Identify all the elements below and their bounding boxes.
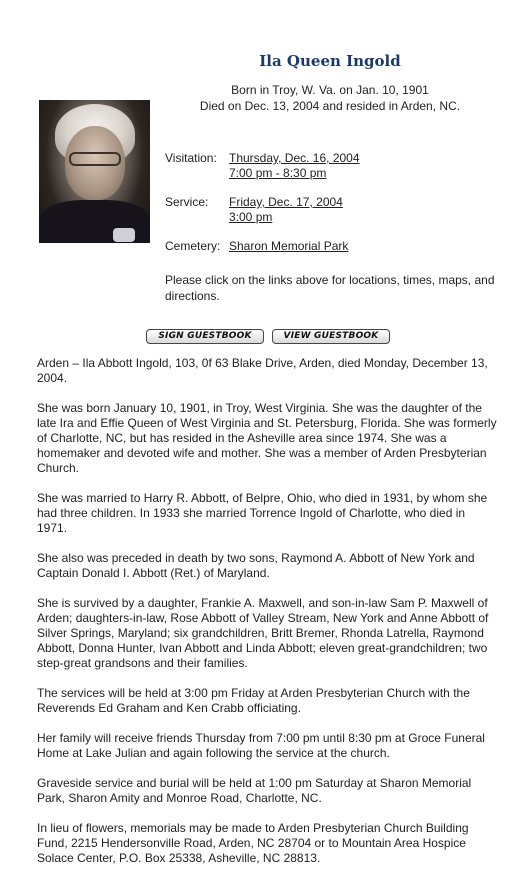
obituary-paragraph: She was married to Harry R. Abbott, of Belpre, Ohio, who died in 1931, by whom she had three children. In 1933 she married Torrence Ingold of Charlotte, who died in 1971. [37, 491, 488, 535]
born-line: Born in Troy, W. Va. on Jan. 10, 1901 [231, 83, 429, 97]
service-time-link[interactable]: 3:00 pm [229, 210, 273, 224]
obituary-paragraph: Arden – Ila Abbott Ingold, 103, 0f 63 Blake Drive, Arden, died Monday, December 13, 2004. [37, 356, 488, 385]
directions-note: Please click on the links above for locations, times, maps, and directions. [165, 273, 495, 303]
service-value [229, 195, 343, 225]
life-dates [165, 82, 495, 114]
view-guestbook-button[interactable]: VIEW GUESTBOOK [272, 329, 390, 344]
died-line: Died on Dec. 13, 2004 and resided in Arden, NC. [199, 99, 461, 113]
obituary-text [37, 356, 497, 881]
deceased-name: Ila Queen Ingold [259, 52, 401, 70]
obituary-paragraph: Graveside service and burial will be held at 1:00 pm Saturday at Sharon Memorial Park, Sharon Amity and Monroe Road, Charlotte, NC. [37, 776, 472, 805]
obituary-paragraph: The services will be held at 3:00 pm Friday at Arden Presbyterian Church with the Reverends Ed Graham and Ken Crabb officiating. [37, 686, 470, 715]
portrait-photo [39, 100, 150, 243]
visitation-label: Visitation: [165, 151, 217, 165]
obituary-paragraph: She was born January 10, 1901, in Troy, West Virginia. She was the daughter of the late Ira and Effie Queen of West Virginia and St. Petersburg, Florida. She was formerly of Charlotte, NC, but has resided in the Asheville area since 1974. She was a homemaker and devoted wife and mother. She was a member of Arden Presbyterian Church. [37, 401, 497, 475]
visitation-time-link[interactable]: 7:00 pm - 8:30 pm [229, 166, 327, 180]
cemetery-link[interactable]: Sharon Memorial Park [229, 239, 349, 253]
obituary-paragraph: She also was preceded in death by two sons, Raymond A. Abbott of New York and Captain Donald I. Abbott (Ret.) of Maryland. [37, 551, 475, 580]
sign-guestbook-button[interactable]: SIGN GUESTBOOK [146, 329, 264, 344]
cemetery-value [229, 239, 348, 254]
visitation-date-link[interactable]: Thursday, Dec. 16, 2004 [229, 151, 360, 165]
service-date-link[interactable]: Friday, Dec. 17, 2004 [229, 195, 343, 209]
obituary-paragraph: Her family will receive friends Thursday from 7:00 pm until 8:30 pm at Groce Funeral Home at Lake Julian and again following the service at the church. [37, 731, 485, 760]
obituary-paragraph: In lieu of flowers, memorials may be made to Arden Presbyterian Church Building Fund, 2215 Hendersonville Road, Arden, NC 28704 or to Mountain Area Hospice Solace Center, P.O. Box 25338, Asheville, NC 28813. [37, 821, 469, 865]
cemetery-label: Cemetery: [165, 239, 221, 253]
service-label: Service: [165, 195, 209, 209]
visitation-value [229, 151, 360, 181]
obituary-paragraph: She is survived by a daughter, Frankie A. Maxwell, and son-in-law Sam P. Maxwell of Arden; daughters-in-law, Rose Abbott of Valley Stream, New York and Anne Abbott of Silver Springs, Maryland; six grandchildren, Britt Bremer, Rhonda Latrella, Raymond Abbott, Donna Hunter, Ivan Abbott and Linda Abbott; eleven great-grandchildren; two step-great grandsons and their families. [37, 596, 489, 670]
